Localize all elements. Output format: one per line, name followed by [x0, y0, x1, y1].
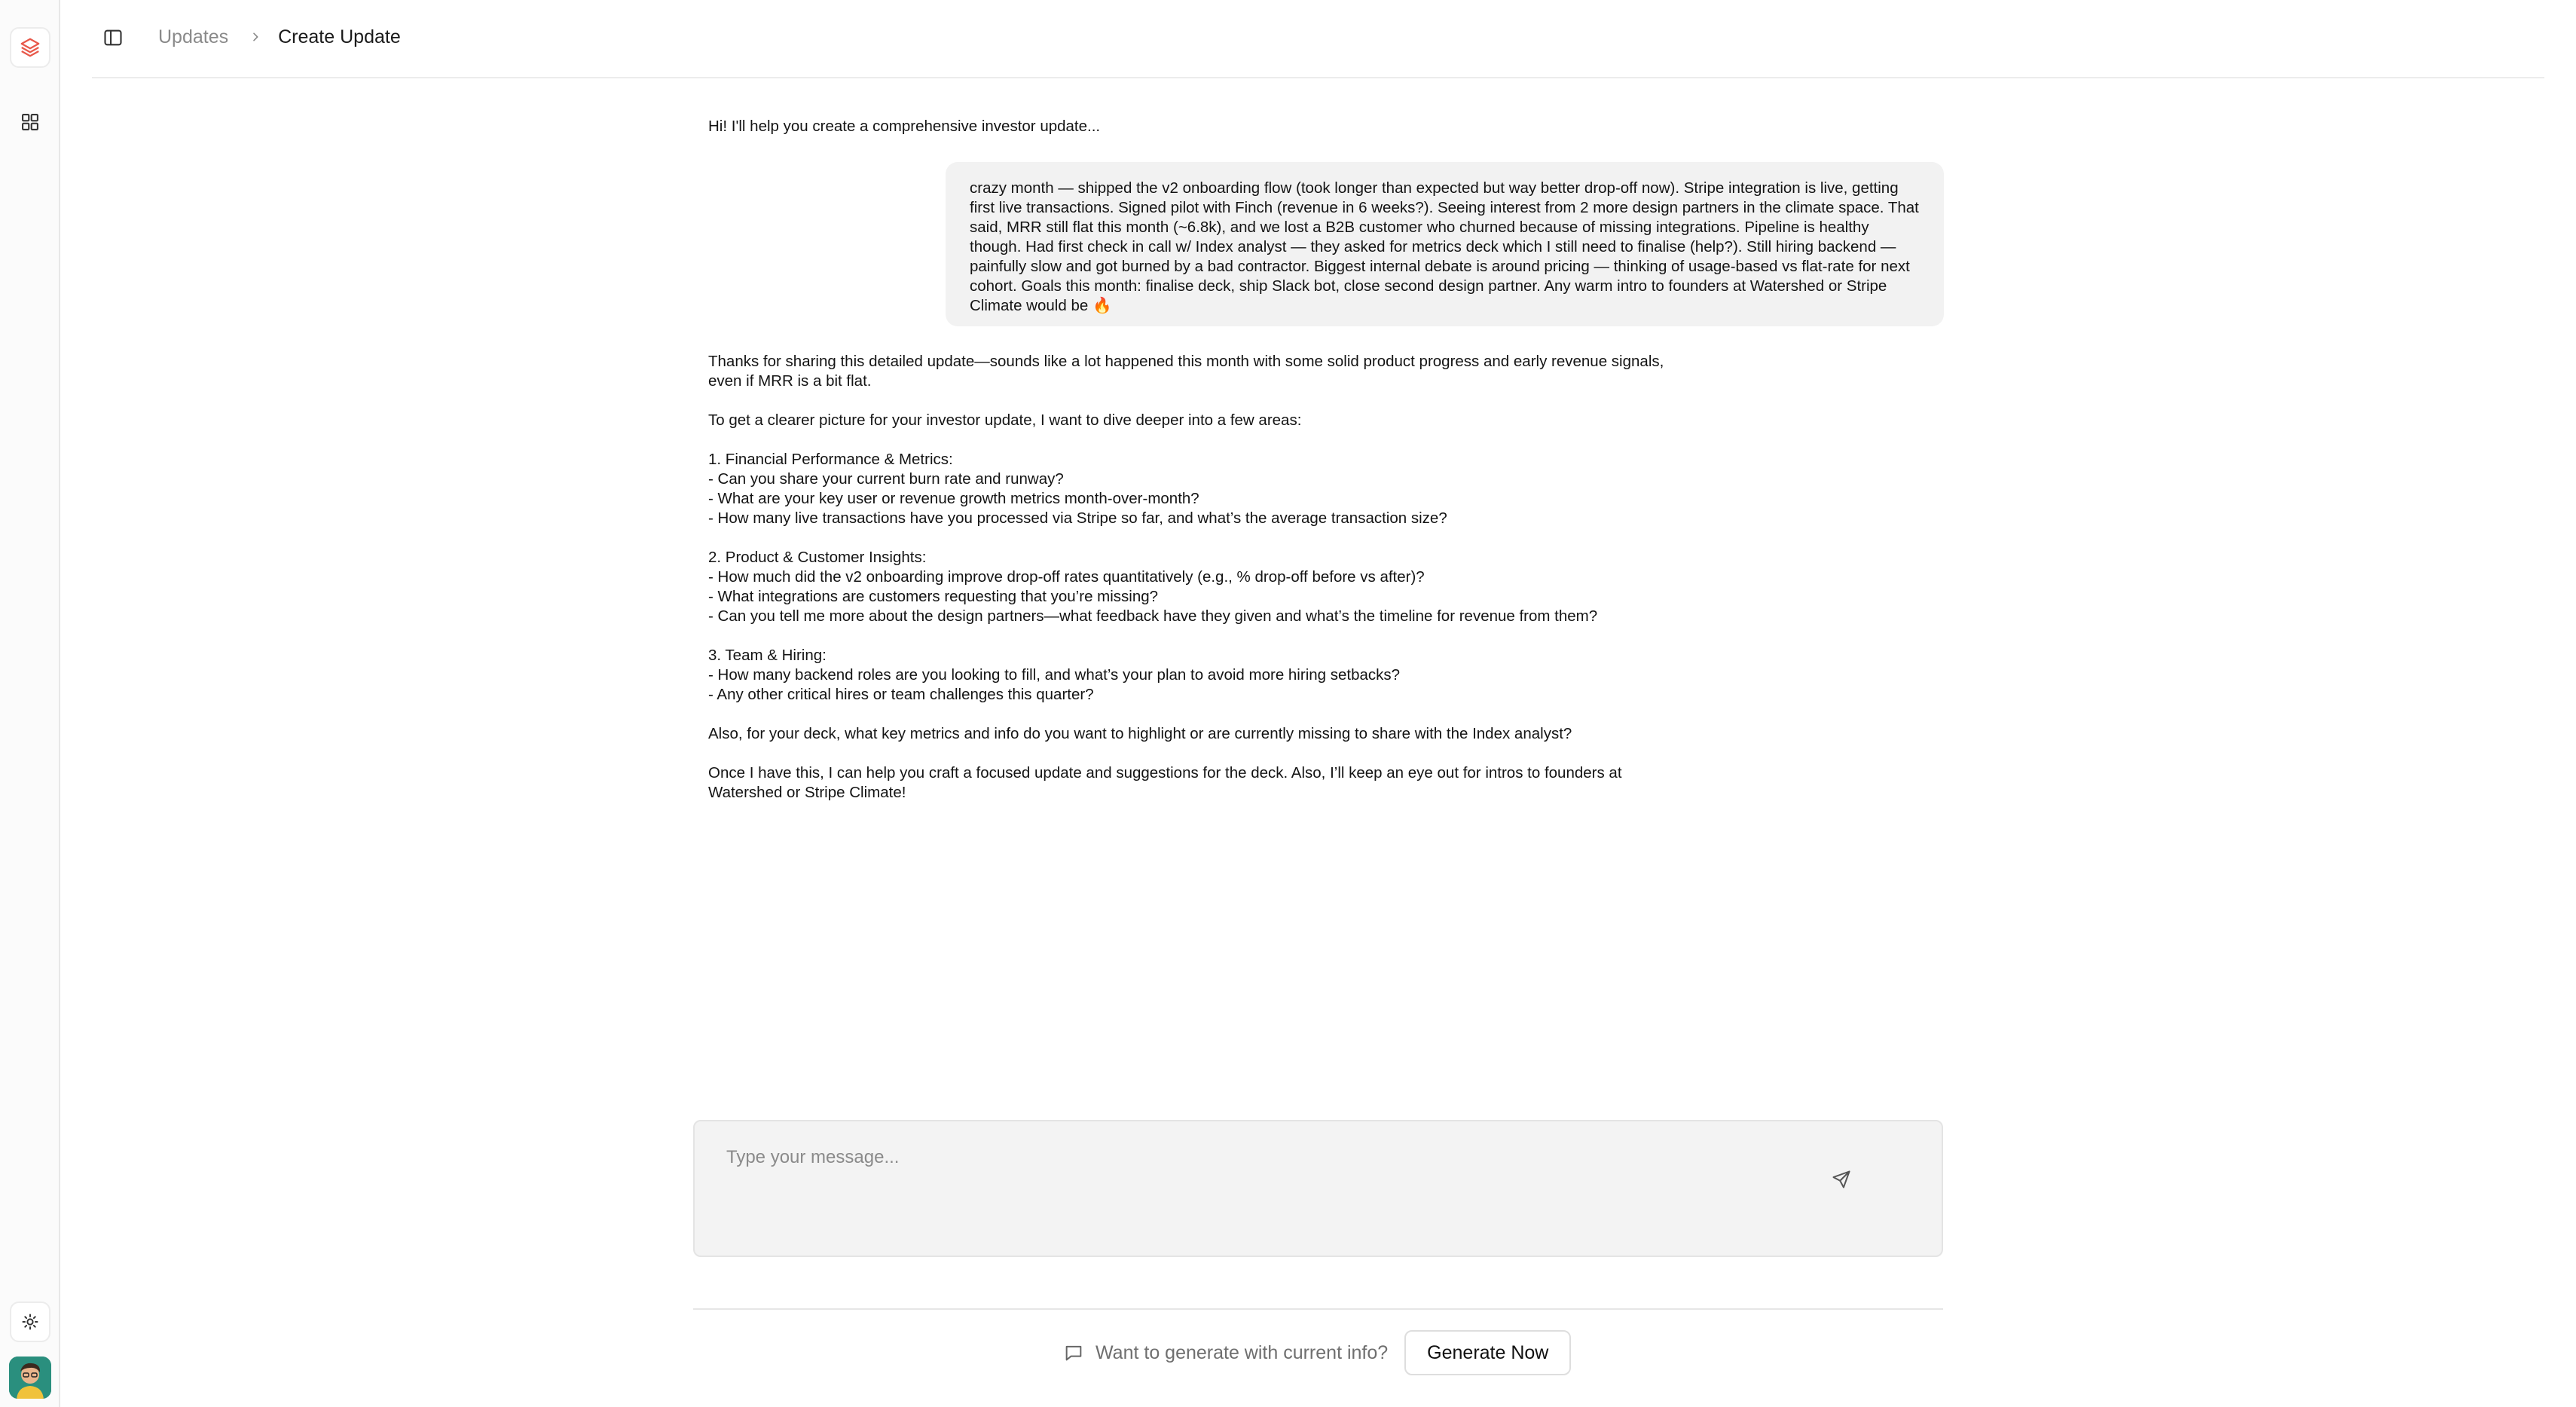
sidebar-toggle-button[interactable]: [98, 23, 128, 53]
theme-toggle-button[interactable]: [10, 1301, 50, 1342]
breadcrumb-current-page: Create Update: [278, 26, 401, 47]
message-input[interactable]: [725, 1142, 1817, 1173]
user-message: [710, 162, 1944, 326]
send-button[interactable]: [1825, 1163, 1858, 1196]
sidebar-panel-icon: [102, 27, 124, 48]
footer-divider: [693, 1308, 1943, 1310]
breadcrumb: [158, 24, 401, 50]
user-message-text: crazy month — shipped the v2 onboarding flow (took longer than expected but way better drop-off now). Stripe integration is live, getting first live transactions. Signed pilot with Finch (revenue in 6 weeks?). Seeing interest from 2 more design partners in the climate space. That said, MRR still flat this month (~6.8k), and we lost a B2B customer who churned because of missing integrations. Pipeline is healthy though. Had first check in call w/ Index analyst — they asked for metrics deck which I still need to finalise (help?). Still hiring backend — painfully slow and got burned by a bad contractor. Biggest internal debate is around pricing — thinking of usage-based vs flat-rate for next cohort. Goals this month: finalise deck, ship Slack bot, close second design partner. Any warm intro to founders at Watershed or Stripe Climate would be 🔥: [946, 162, 1944, 326]
generate-prompt-text: Want to generate with current info?: [1095, 1341, 1389, 1363]
apps-button[interactable]: [10, 102, 50, 142]
message-composer: [693, 1120, 1943, 1257]
generate-now-button[interactable]: Generate Now: [1404, 1330, 1571, 1375]
app-logo-button[interactable]: [10, 27, 50, 68]
message-square-icon: [1062, 1341, 1085, 1364]
grid-icon: [20, 112, 41, 133]
assistant-message-reply: Thanks for sharing this detailed update—sounds like a lot happened this month with some solid product progress and early revenue signals, even if MRR is a bit flat. To get a clearer picture for your investor update, I want to dive deeper into a few areas: 1. Financial Performance & Metrics: - Can you share your current burn rate and runway? - What are your key user or revenue growth metrics month-over-month? - How many live transactions have you processed via Stripe so far, and what’s the average transaction size? 2. Product & Customer Insights: - How much did the v2 onboarding improve drop-off rates quantitatively (e.g., % drop-off before vs after)? - What integrations are customers requesting that you’re missing? - Can you tell me more about the design partners—what feedback have they given and what’s the timeline for revenue from them? 3. Team & Hiring: - How many backend roles are you looking to fill, and what’s your plan to avoid more hiring setbacks? - Any other critical hires or team challenges this quarter? Also, for your deck, what key metrics and info do you want to highlight or are currently missing to share with the Index analyst? Once I have this, I can help you craft a focused update and suggestions for the deck. Also, I’ll keep an eye out for intros to founders at Watershed or Stripe Climate!: [708, 353, 1664, 801]
assistant-message-intro: Hi! I'll help you create a comprehensive investor update...: [708, 118, 1101, 135]
top-header: [92, 0, 2544, 78]
breadcrumb-updates-link[interactable]: Updates: [158, 26, 229, 47]
avatar-image: [9, 1357, 51, 1399]
chevron-right-icon: [249, 31, 261, 43]
generate-prompt-bar: [1062, 1330, 1571, 1375]
conversation: [708, 117, 1944, 803]
layers-logo-icon: [19, 36, 41, 59]
user-avatar[interactable]: [9, 1357, 51, 1399]
sun-icon: [21, 1313, 39, 1331]
send-icon: [1831, 1169, 1852, 1190]
left-rail: [0, 0, 60, 1407]
